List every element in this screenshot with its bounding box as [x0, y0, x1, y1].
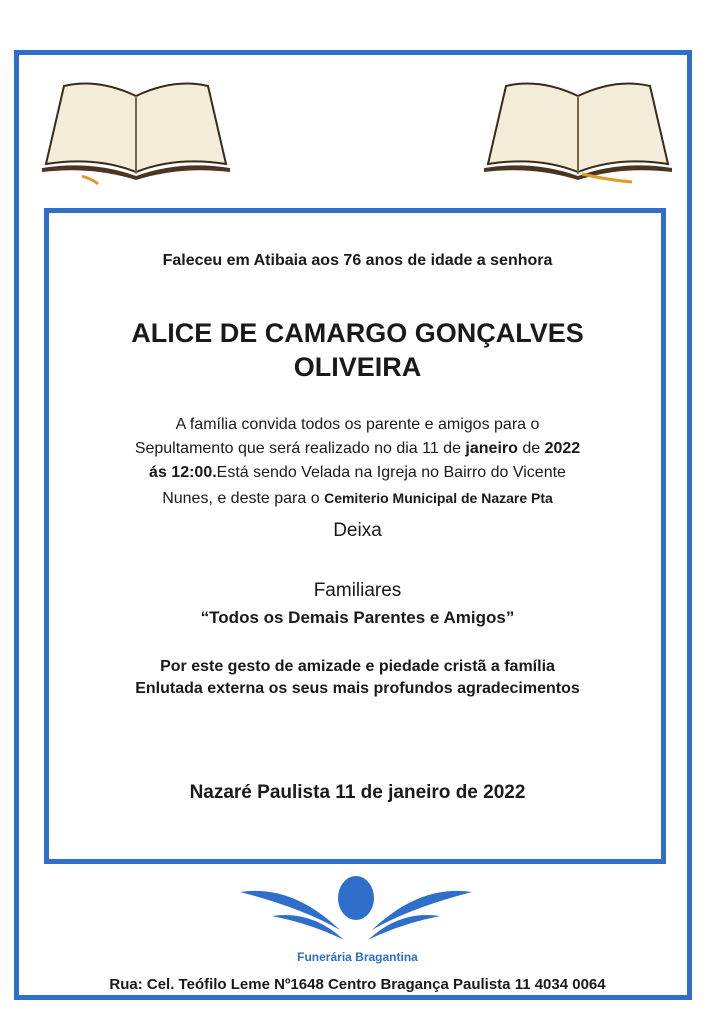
- funeral-home-address: Rua: Cel. Teófilo Leme Nº1648 Centro Bragança Paulista 11 4034 0064: [109, 976, 606, 993]
- funeraria-logo: [232, 874, 480, 944]
- open-bible-icon: [36, 76, 236, 186]
- burial-time: ás 12:00.: [149, 464, 217, 481]
- cemetery-name: Cemiterio Municipal de Nazare Pta: [324, 490, 553, 506]
- invitation-line1: A família convida todos os parente e amigos para o: [175, 416, 540, 433]
- deixa-label: Deixa: [333, 520, 382, 541]
- place-date: Nazaré Paulista 11 de janeiro de 2022: [189, 782, 526, 803]
- deceased-name-line1: ALICE DE CAMARGO GONÇALVES: [131, 318, 584, 348]
- invitation-line4: Nunes, e deste para o Cemiterio Municipal de Nazare Pta: [162, 490, 553, 507]
- open-bible-icon: [478, 76, 678, 186]
- relatives-text: “Todos os Demais Parentes e Amigos”: [200, 608, 515, 627]
- familiares-label: Familiares: [313, 580, 402, 601]
- funeral-home-name: Funerária Bragantina: [297, 950, 418, 964]
- invitation-line3: ás 12:00.Está sendo Velada na Igreja no Bairro do Vicente: [149, 464, 566, 481]
- intro-text: Faleceu em Atibaia aos 76 anos de idade a senhora: [162, 252, 553, 269]
- deceased-name-line2: OLIVEIRA: [293, 352, 422, 382]
- burial-month: janeiro: [465, 440, 518, 457]
- gratitude-line2: Enlutada externa os seus mais profundos agradecimentos: [135, 680, 580, 697]
- burial-year: 2022: [544, 440, 581, 457]
- gratitude-line1: Por este gesto de amizade e piedade cristã a família: [160, 658, 555, 675]
- invitation-line2: Sepultamento que será realizado no dia 11 de janeiro de 2022: [134, 440, 581, 457]
